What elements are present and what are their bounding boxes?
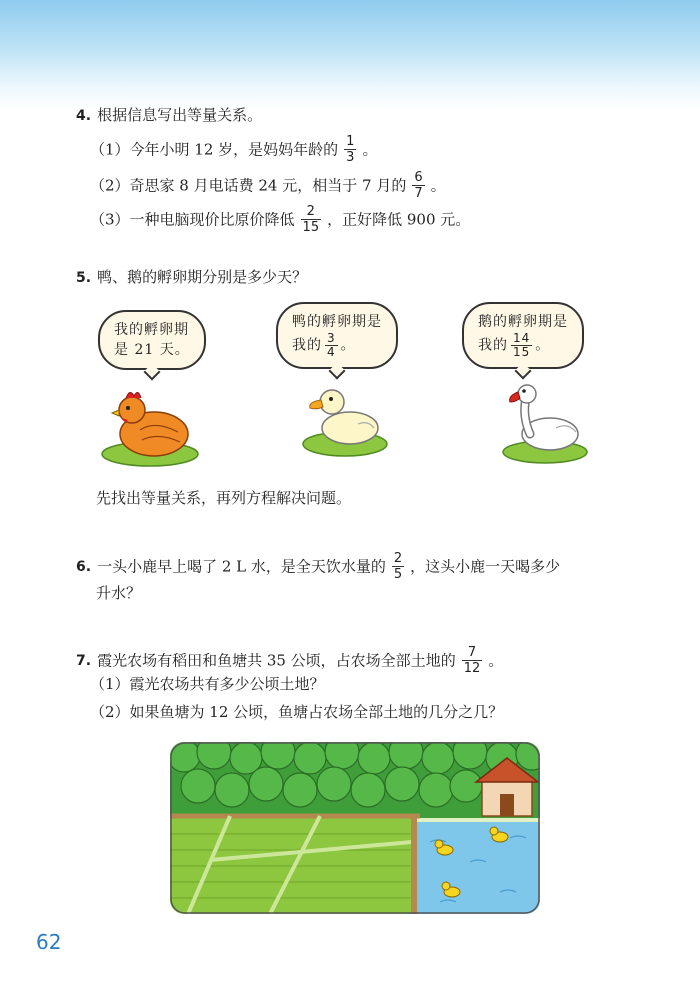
bubble-line: 鸭的孵卵期是 bbox=[292, 314, 382, 330]
q4-item-3 bbox=[90, 204, 470, 235]
q7-item-1: （1）霞光农场共有多少公顷土地？ bbox=[90, 675, 325, 693]
fraction-numerator: 7 bbox=[467, 645, 477, 660]
q6-line-1 bbox=[76, 551, 560, 582]
q7-text: 霞光农场有稻田和鱼塘共 35 公顷，占农场全部土地的 bbox=[97, 651, 456, 670]
q6-text-end: ，这头小鹿一天喝多少 bbox=[410, 557, 561, 576]
bubble-line: 鹅的孵卵期是 bbox=[478, 314, 568, 330]
q4-title: 根据信息写出等量关系。 bbox=[97, 106, 263, 124]
hen-illustration bbox=[100, 380, 200, 470]
q5-title-line bbox=[76, 266, 307, 289]
q4-item-3-text: （3）一种电脑现价比原价降低 bbox=[90, 210, 295, 229]
fraction bbox=[462, 645, 483, 676]
fraction bbox=[511, 332, 532, 359]
fraction bbox=[344, 134, 356, 165]
fraction-numerator: 2 bbox=[306, 204, 315, 219]
duck-illustration bbox=[300, 380, 390, 460]
fraction-numerator: 1 bbox=[346, 134, 355, 149]
goose-illustration bbox=[500, 376, 590, 466]
fraction-denominator: 3 bbox=[346, 150, 355, 165]
fraction-numerator: 6 bbox=[414, 170, 423, 185]
fraction bbox=[325, 332, 338, 359]
q6-line-2: 升水？ bbox=[96, 584, 142, 602]
bubble-text: 我的 bbox=[478, 337, 508, 354]
fraction-numerator: 2 bbox=[393, 551, 403, 566]
bubble-text: 我的 bbox=[292, 337, 322, 354]
q4-item-2-end: 。 bbox=[430, 176, 446, 195]
q7-line-1 bbox=[76, 645, 503, 676]
fraction bbox=[392, 551, 404, 582]
q7-text-end: 。 bbox=[488, 651, 504, 670]
q4-item-2 bbox=[90, 170, 446, 201]
q4-number: 4. bbox=[76, 108, 92, 124]
q7-number: 7. bbox=[76, 652, 92, 669]
fraction-denominator: 4 bbox=[327, 345, 336, 359]
fraction-numerator: 3 bbox=[327, 331, 336, 345]
duck-speech-bubble bbox=[276, 302, 398, 369]
fraction-denominator: 12 bbox=[463, 661, 481, 676]
fraction-denominator: 15 bbox=[513, 345, 531, 359]
fraction bbox=[412, 170, 424, 201]
q5-hint: 先找出等量关系，再列方程解决问题。 bbox=[96, 489, 352, 507]
q4-title-line bbox=[76, 104, 262, 127]
page-number: 62 bbox=[36, 930, 62, 954]
fraction bbox=[301, 204, 322, 235]
q4-item-2-text: （2）奇思家 8 月电话费 24 元，相当于 7 月的 bbox=[90, 176, 407, 195]
q4-item-1-end: 。 bbox=[362, 140, 378, 159]
bubble-line: 是 21 天。 bbox=[114, 342, 190, 358]
bubble-line bbox=[478, 332, 568, 359]
hen-speech-bubble bbox=[98, 310, 206, 370]
fraction-denominator: 5 bbox=[393, 567, 403, 582]
fraction-denominator: 7 bbox=[414, 186, 423, 201]
top-color-band bbox=[0, 0, 700, 110]
q4-item-1-text: （1）今年小明 12 岁，是妈妈年龄的 bbox=[90, 140, 339, 159]
fraction-denominator: 15 bbox=[302, 220, 320, 235]
bubble-text: 。 bbox=[340, 337, 356, 354]
bubble-line: 我的孵卵期 bbox=[114, 322, 189, 338]
bubble-text: 。 bbox=[535, 337, 551, 354]
q6-number: 6. bbox=[76, 558, 92, 575]
q6-text: 一头小鹿早上喝了 2 L 水，是全天饮水量的 bbox=[97, 557, 386, 576]
q5-title: 鸭、鹅的孵卵期分别是多少天？ bbox=[97, 268, 308, 286]
bubble-line bbox=[292, 332, 382, 359]
q7-item-2: （2）如果鱼塘为 12 公顷，鱼塘占农场全部土地的几分之几？ bbox=[90, 703, 504, 721]
fraction-numerator: 14 bbox=[513, 331, 531, 345]
q4-item-3-end: ，正好降低 900 元。 bbox=[327, 210, 471, 229]
q5-number: 5. bbox=[76, 270, 92, 286]
goose-speech-bubble bbox=[462, 302, 584, 369]
q4-item-1 bbox=[90, 134, 377, 165]
farm-illustration bbox=[170, 742, 540, 914]
